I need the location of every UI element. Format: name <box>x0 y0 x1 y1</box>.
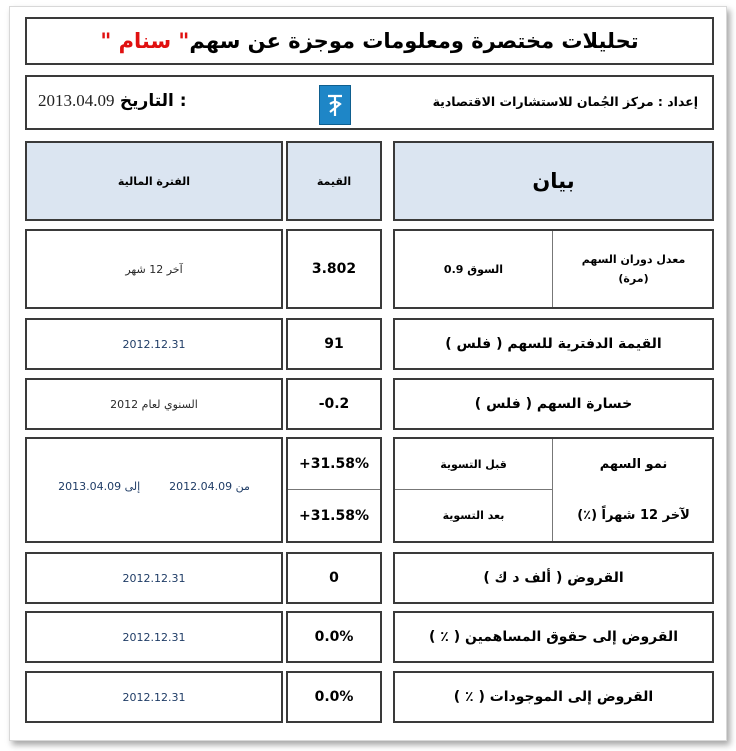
loans-item: القروض ( ألف د ك ) <box>393 552 714 604</box>
loans-assets-item: القروض إلى الموجودات ( ٪ ) <box>393 671 714 723</box>
growth-period-text <box>30 480 278 493</box>
title-text: تحليلات مختصرة ومعلومات موجزة عن سهم <box>189 29 639 53</box>
stock-name: " سنام " <box>100 29 190 53</box>
turnover-value: 3.802 <box>286 229 382 309</box>
growth-after-value: +31.58% <box>298 507 370 524</box>
growth-period-from: من 2012.04.09 <box>169 480 250 493</box>
growth-before-label: قبل التسوية <box>395 439 553 490</box>
header-value: القيمة <box>286 141 382 221</box>
jumaan-logo-icon <box>319 85 351 125</box>
loss-period: السنوي لعام 2012 <box>25 378 283 430</box>
loans-assets-value: 0.0% <box>286 671 382 723</box>
loans-period: 2012.12.31 <box>25 552 283 604</box>
book-value-value: 91 <box>286 318 382 370</box>
header-period: الفترة المالية <box>25 141 283 221</box>
prepared-by: إعداد : مركز الجُمان للاستشارات الاقتصادية <box>432 94 698 109</box>
loans-value: 0 <box>286 552 382 604</box>
book-value-period: 2012.12.31 <box>25 318 283 370</box>
loss-value: -0.2 <box>286 378 382 430</box>
growth-label: نمو السهم لآخر 12 شهراً (٪) <box>577 457 690 523</box>
book-value-item: القيمة الدفترية للسهم ( فلس ) <box>393 318 714 370</box>
growth-after-label: بعد التسوية <box>395 490 553 541</box>
turnover-market: السوق 0.9 <box>395 231 553 307</box>
header-item: بيان <box>393 141 714 221</box>
date-value: 2013.04.09 <box>38 91 115 110</box>
loans-equity-item: القروض إلى حقوق المساهمين ( ٪ ) <box>393 611 714 663</box>
loans-equity-period: 2012.12.31 <box>25 611 283 663</box>
growth-before-value: +31.58% <box>288 439 380 490</box>
date-label: التاريخ : <box>119 91 187 111</box>
turnover-period: آخر 12 شهر <box>25 229 283 309</box>
loss-item: خسارة السهم ( فلس ) <box>393 378 714 430</box>
loans-assets-period: 2012.12.31 <box>25 671 283 723</box>
report-title <box>25 17 714 65</box>
loans-equity-value: 0.0% <box>286 611 382 663</box>
growth-period-to: إلى 2013.04.09 <box>58 480 141 493</box>
turnover-label: معدل دوران السهم (مرة) <box>581 253 686 285</box>
date-block <box>38 91 187 111</box>
